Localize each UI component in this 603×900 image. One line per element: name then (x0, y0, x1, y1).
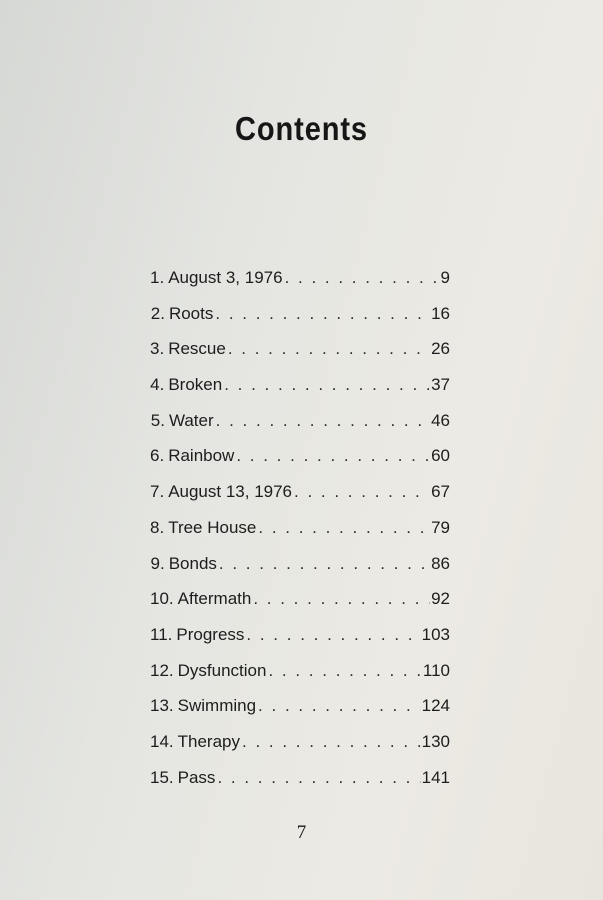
toc-entry-12 (150, 659, 450, 695)
page-number: 26 (431, 339, 450, 359)
dot-leader (244, 623, 420, 647)
chapter-title: Tree House (168, 517, 257, 537)
dot-leader (214, 409, 430, 433)
page-number: 103 (421, 624, 450, 644)
chapter-number: 1. (150, 268, 165, 287)
chapter-title: Water (168, 410, 214, 430)
toc-entry-4 (150, 373, 450, 409)
dot-leader (215, 766, 420, 790)
page-number: 141 (421, 767, 450, 787)
dot-leader (251, 587, 430, 611)
chapter-number: 15. (150, 767, 174, 787)
chapter-title: Aftermath (177, 589, 252, 609)
toc-entry-1 (150, 266, 450, 302)
chapter-title: August 3, 1976 (168, 268, 283, 287)
toc-entry-7 (150, 480, 450, 516)
dot-leader (234, 444, 430, 468)
toc-entry-14 (150, 730, 450, 766)
dot-leader (256, 516, 430, 540)
page-number: 16 (431, 303, 450, 323)
chapter-title: August 13, 1976 (168, 482, 293, 502)
toc-entry-8 (150, 516, 450, 552)
chapter-number: 2. (150, 303, 165, 323)
page-number: 86 (431, 553, 450, 573)
page-number: 37 (431, 375, 450, 395)
chapter-title: Swimming (177, 696, 257, 716)
chapter-title: Roots (168, 303, 214, 323)
page-number: 60 (431, 446, 450, 466)
chapter-number: 13. (150, 696, 174, 716)
chapter-title: Broken (168, 375, 223, 395)
chapter-number: 6. (150, 446, 165, 466)
toc-entry-5 (150, 409, 450, 445)
page-number: 124 (421, 696, 450, 716)
table-of-contents (150, 266, 450, 801)
page-number: 130 (421, 731, 450, 751)
chapter-number: 3. (150, 339, 165, 359)
page-number: 67 (431, 482, 450, 502)
chapter-title: Rainbow (168, 446, 235, 466)
chapter-title: Rescue (168, 339, 226, 359)
toc-entry-10 (150, 587, 450, 623)
toc-entry-13 (150, 694, 450, 730)
chapter-number: 5. (150, 410, 165, 430)
chapter-number: 4. (150, 375, 165, 395)
toc-entry-6 (150, 444, 450, 480)
chapter-title: Bonds (168, 553, 217, 573)
chapter-number: 12. (150, 660, 174, 680)
chapter-title: Dysfunction (177, 660, 267, 680)
dot-leader (256, 694, 421, 718)
dot-leader (213, 302, 430, 326)
chapter-number: 10. (150, 589, 174, 609)
dot-leader (217, 552, 430, 576)
toc-entry-15 (150, 766, 450, 802)
dot-leader (283, 266, 440, 290)
dot-leader (222, 373, 430, 397)
chapter-number: 9. (150, 553, 165, 573)
page-number: 79 (431, 517, 450, 537)
chapter-number: 7. (150, 482, 165, 502)
toc-entry-9 (150, 552, 450, 588)
folio-page-number: 7 (296, 822, 307, 843)
chapter-number: 8. (150, 517, 165, 537)
page-number: 46 (431, 410, 450, 430)
chapter-title: Therapy (177, 731, 241, 751)
page-title: Contents (235, 110, 368, 147)
chapter-title: Pass (177, 767, 216, 787)
chapter-title: Progress (176, 624, 245, 644)
dot-leader (292, 480, 430, 504)
toc-entry-11 (150, 623, 450, 659)
toc-entry-2 (150, 302, 450, 338)
dot-leader (240, 730, 421, 754)
dot-leader (226, 337, 430, 361)
page-number: 110 (422, 660, 450, 680)
dot-leader (266, 659, 421, 683)
chapter-number: 14. (150, 731, 174, 751)
page-number: 9 (440, 268, 450, 287)
toc-entry-3 (150, 337, 450, 373)
page-number: 92 (431, 589, 450, 609)
chapter-number: 11. (150, 624, 173, 644)
